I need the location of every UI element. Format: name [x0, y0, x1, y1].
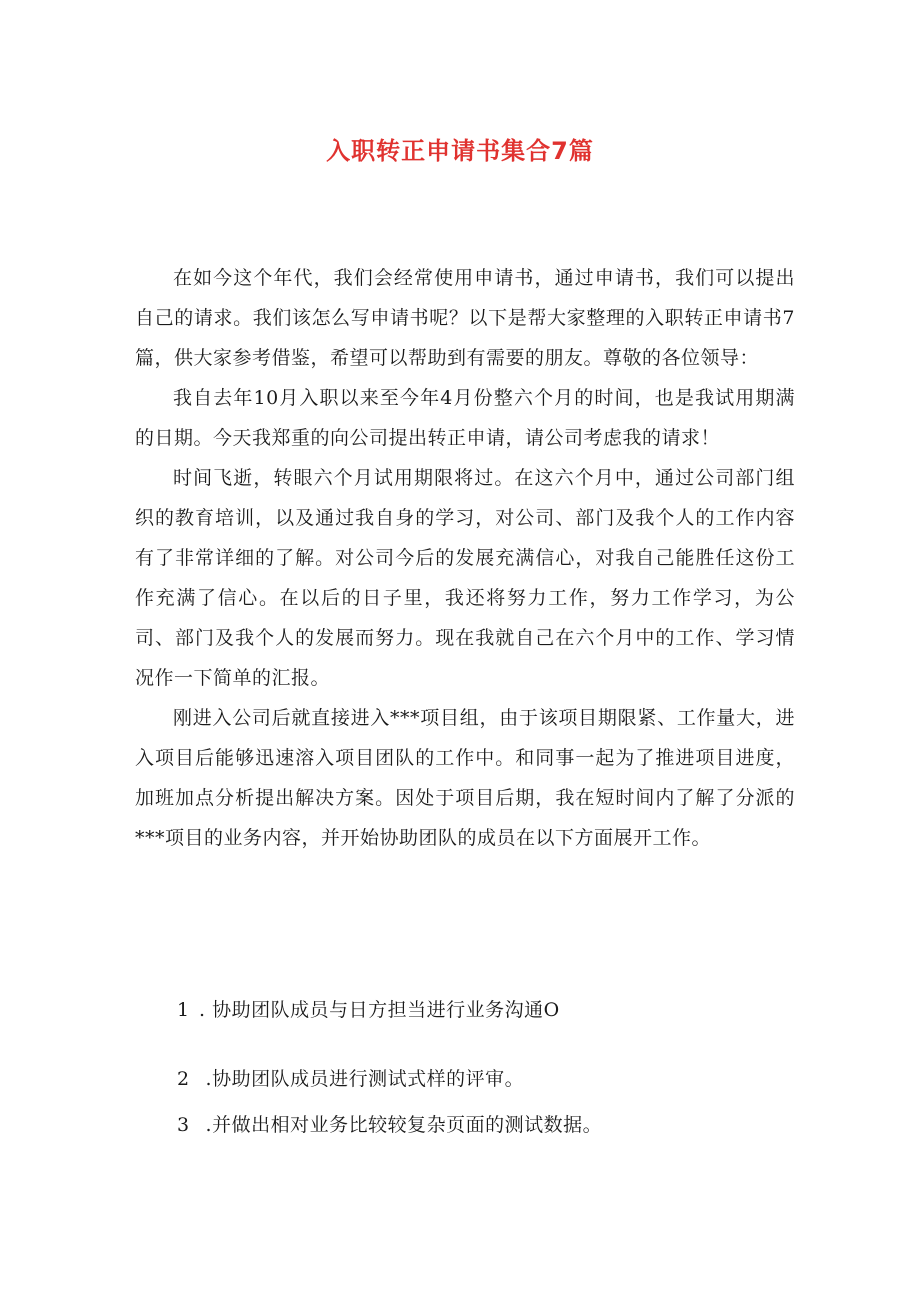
list-item-3	[177, 1110, 777, 1140]
list-item-text: .并做出相对业务比较较复杂页面的测试数据。	[199, 1114, 603, 1136]
list-item-1	[177, 995, 777, 1025]
list-item-number: 1	[177, 999, 190, 1021]
list-item-text: .协助团队成员进行测试式样的评审。	[199, 1068, 525, 1090]
paragraph-training: 时间飞逝，转眼六个月试用期限将过。在这六个月中，通过公司部门组织的教育培训，以及通过我自身的学习，对公司、部门及我个人的工作内容有了非常详细的了解。对公司今后的发展充满信心，对我自己能胜任这份工作充满了信心。在以后的日子里，我还将努力工作，努力工作学习，为公司、部门及我个人的发展而努力。现在我就自己在六个月中的工作、学习情况作一下简单的汇报。	[135, 467, 795, 689]
list-item-number: 3	[177, 1114, 190, 1136]
document-body	[135, 258, 795, 858]
list-item-number: 2	[177, 1068, 190, 1090]
paragraph-project: 刚进入公司后就直接进入***项目组，由于该项目期限紧、工作量大，进入项目后能够迅速溶入项目团队的工作中。和同事一起为了推进项目进度，加班加点分析提出解决方案。因处于项目后期，我在短时间内了解了分派的***项目的业务内容，并开始协助团队的成员在以下方面展开工作。	[135, 707, 795, 849]
paragraph-intro: 在如今这个年代，我们会经常使用申请书，通过申请书，我们可以提出自己的请求。我们该怎么写申请书呢？以下是帮大家整理的入职转正申请书7篇，供大家参考借鉴，希望可以帮助到有需要的朋友。尊敬的各位领导：	[135, 267, 795, 369]
paragraph-probation: 我自去年10月入职以来至今年4月份整六个月的时间，也是我试用期满的日期。今天我郑重的向公司提出转正申请，请公司考虑我的请求！	[135, 387, 795, 449]
document-title: 入职转正申请书集合7篇	[326, 137, 594, 166]
list-item-2	[177, 1064, 777, 1094]
list-item-text: . 协助团队成员与日方担当进行业务沟通O	[199, 999, 560, 1021]
